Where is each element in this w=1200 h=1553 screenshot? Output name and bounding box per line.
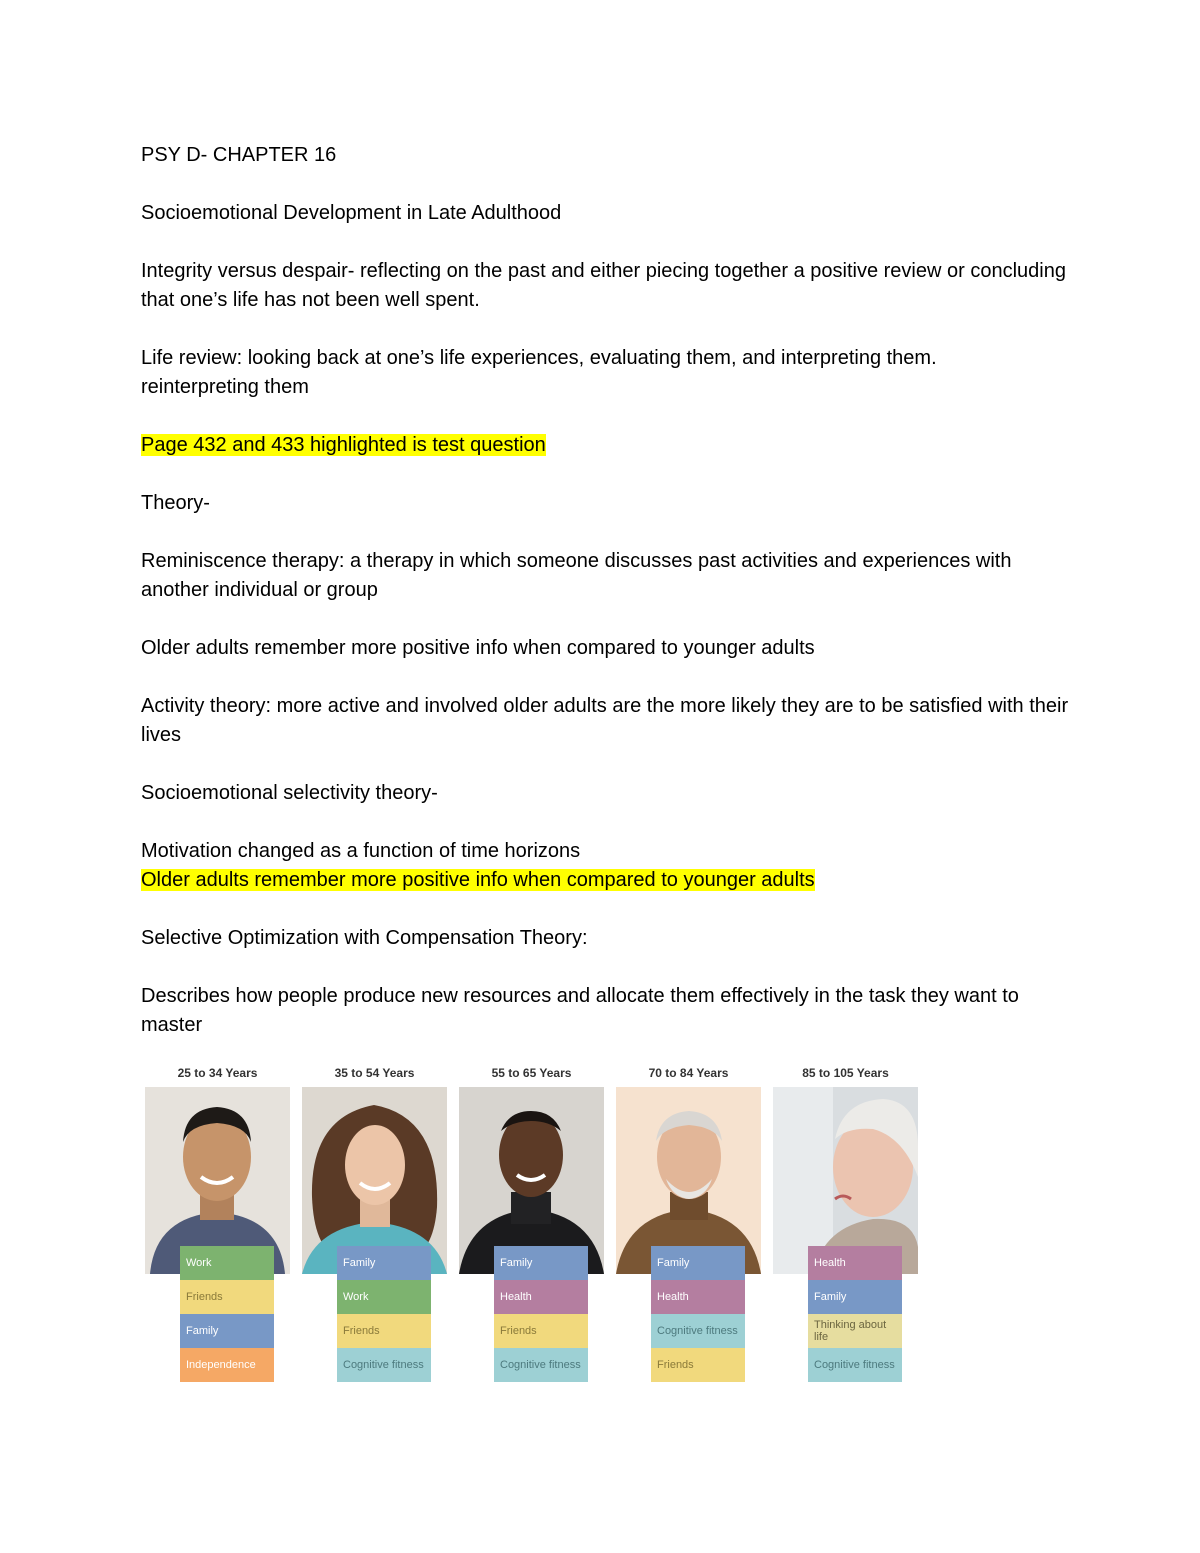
priority-cell-family: Family bbox=[180, 1314, 274, 1348]
paragraph-theory: Theory- bbox=[141, 492, 210, 514]
priority-cell-independence: Independence bbox=[180, 1348, 274, 1382]
priority-cell-friends: Friends bbox=[337, 1314, 431, 1348]
priority-cell-cognitive-fitness: Cognitive fitness bbox=[808, 1348, 902, 1382]
paragraph-activity-theory: Activity theory: more active and involved older adults are the more likely they are to be satisfied with their lives bbox=[141, 695, 1069, 746]
priority-cell-family: Family bbox=[651, 1246, 745, 1280]
priority-cell-family: Family bbox=[337, 1246, 431, 1280]
life-review-line-2: reinterpreting them bbox=[141, 376, 309, 398]
priority-cell-health: Health bbox=[651, 1280, 745, 1314]
priority-cell-work: Work bbox=[337, 1280, 431, 1314]
age-column-title: 85 to 105 Years bbox=[802, 1066, 889, 1080]
paragraph-socioemotional: Socioemotional selectivity theory- bbox=[141, 782, 438, 804]
priority-stack bbox=[651, 1246, 745, 1382]
priority-cell-friends: Friends bbox=[651, 1348, 745, 1382]
priority-cell-cognitive-fitness: Cognitive fitness bbox=[337, 1348, 431, 1382]
priority-cell-work: Work bbox=[180, 1246, 274, 1280]
paragraph-life-review bbox=[141, 344, 1071, 402]
highlighted-test-note: Page 432 and 433 highlighted is test question bbox=[141, 434, 546, 456]
life-review-line-1: Life review: looking back at one’s life experiences, evaluating them, and interpreting them. bbox=[141, 347, 937, 369]
age-column-55-65 bbox=[459, 1064, 604, 1371]
priority-cell-friends: Friends bbox=[180, 1280, 274, 1314]
priority-cell-friends: Friends bbox=[494, 1314, 588, 1348]
document-subheading: Socioemotional Development in Late Adulthood bbox=[141, 202, 562, 224]
age-column-title: 55 to 65 Years bbox=[491, 1066, 572, 1080]
paragraph-test-note bbox=[141, 431, 1071, 460]
age-column-title: 70 to 84 Years bbox=[648, 1066, 729, 1080]
document-heading: PSY D- CHAPTER 16 bbox=[141, 144, 337, 166]
paragraph-soc-theory: Selective Optimization with Compensation Theory: bbox=[141, 927, 588, 949]
age-column-85-105 bbox=[773, 1064, 918, 1371]
age-column-title: 25 to 34 Years bbox=[177, 1066, 258, 1080]
priority-cell-health: Health bbox=[494, 1280, 588, 1314]
paragraph-older-positive: Older adults remember more positive info when compared to younger adults bbox=[141, 637, 815, 659]
paragraph-motivation: Motivation changed as a function of time horizons bbox=[141, 840, 581, 862]
highlighted-older-positive: Older adults remember more positive info when compared to younger adults bbox=[141, 869, 815, 891]
priority-cell-thinking-about-life: Thinking about life bbox=[808, 1314, 902, 1348]
priority-stack bbox=[337, 1246, 431, 1382]
priority-cell-cognitive-fitness: Cognitive fitness bbox=[651, 1314, 745, 1348]
age-column-35-54 bbox=[302, 1064, 447, 1371]
priority-cell-health: Health bbox=[808, 1246, 902, 1280]
document-body bbox=[141, 141, 1071, 1069]
age-column-25-34 bbox=[145, 1064, 290, 1371]
priority-cell-family: Family bbox=[808, 1280, 902, 1314]
priority-stack bbox=[494, 1246, 588, 1382]
priority-stack bbox=[808, 1246, 902, 1382]
age-column-title: 35 to 54 Years bbox=[334, 1066, 415, 1080]
priority-cell-family: Family bbox=[494, 1246, 588, 1280]
paragraph-integrity: Integrity versus despair- reflecting on the past and either piecing together a positive review or concluding that one’s life has not been well spent. bbox=[141, 260, 1066, 311]
paragraph-describes: Describes how people produce new resources and allocate them effectively in the task they want to master bbox=[141, 985, 1019, 1036]
priority-cell-cognitive-fitness: Cognitive fitness bbox=[494, 1348, 588, 1382]
paragraph-reminiscence: Reminiscence therapy: a therapy in which someone discusses past activities and experiences with another individual or group bbox=[141, 550, 1012, 601]
age-priorities-figure bbox=[145, 1064, 925, 1394]
priority-stack bbox=[180, 1246, 274, 1382]
age-column-70-84 bbox=[616, 1064, 761, 1371]
paragraph-older-positive-highlight bbox=[141, 866, 1071, 895]
